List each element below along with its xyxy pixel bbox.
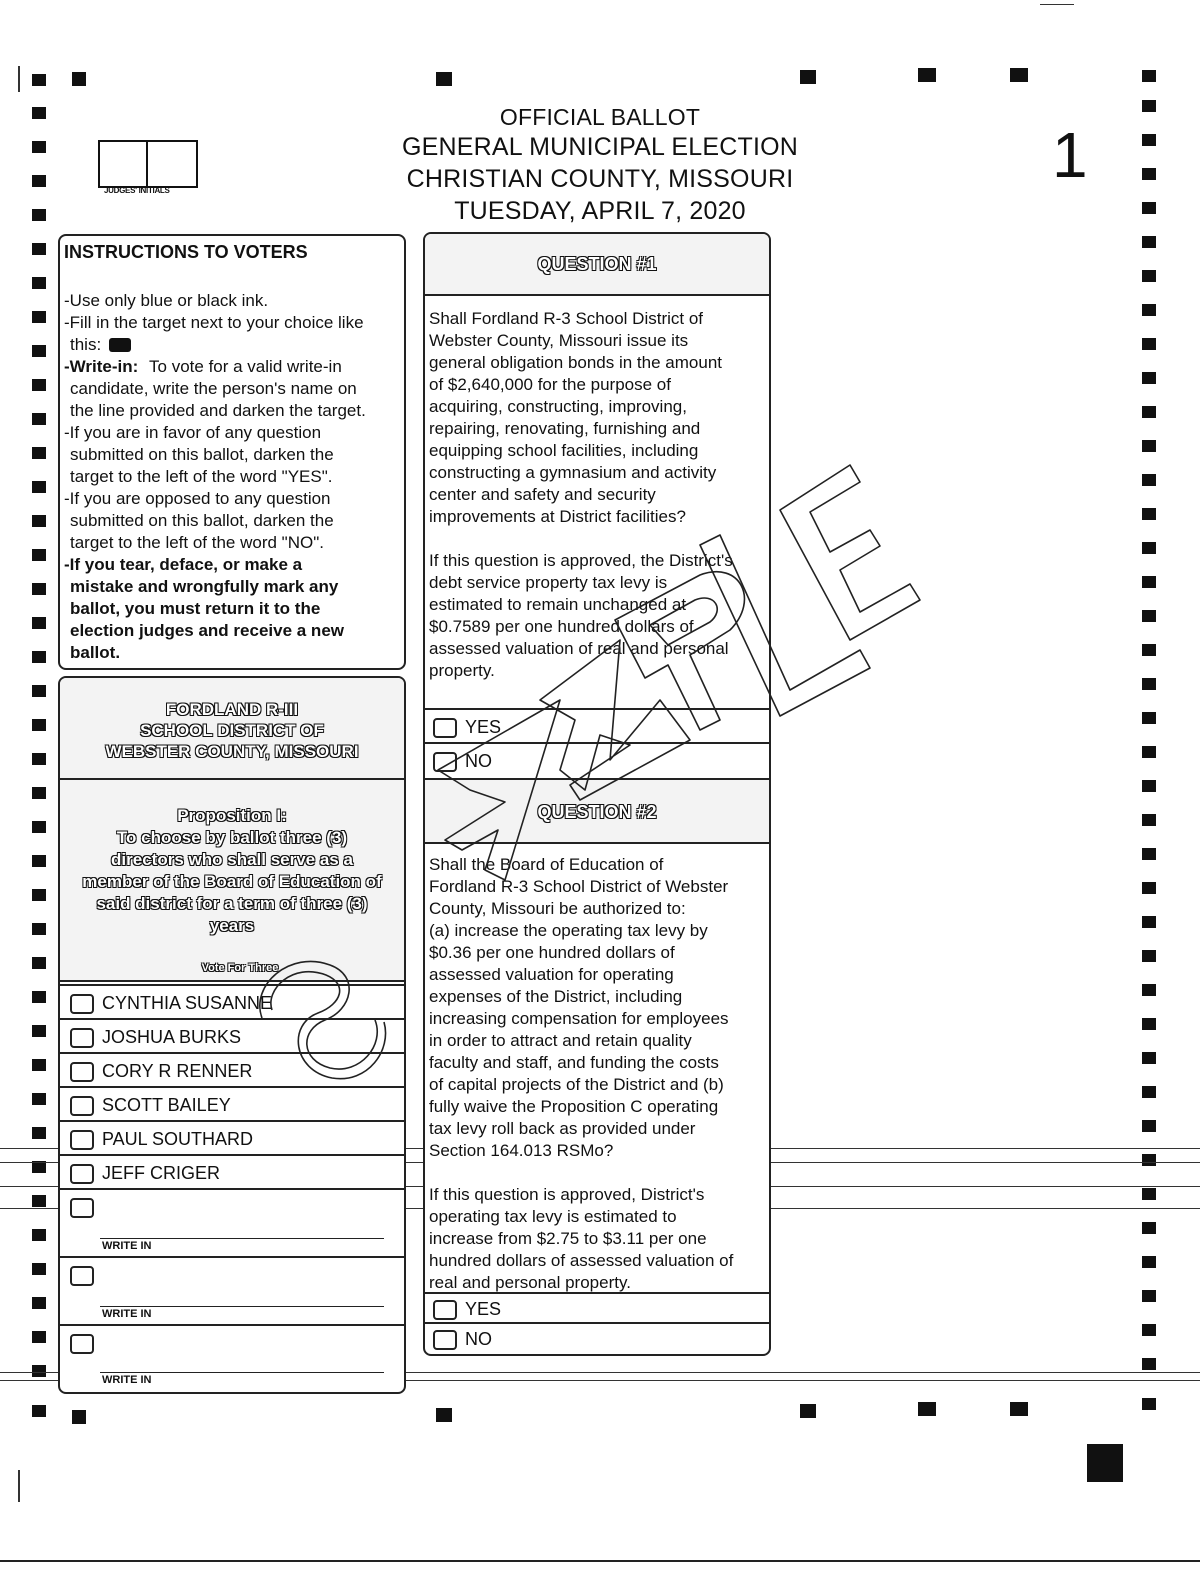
instruction-line: submitted on this ballot, darken the: [70, 511, 334, 530]
candidate-name: CORY R RENNER: [102, 1061, 253, 1081]
instruction-line: -If you tear, deface, or make a: [64, 555, 303, 574]
question2-text-line: If this question is approved, District's: [429, 1185, 705, 1204]
question2-text-line: (a) increase the operating tax levy by: [429, 921, 708, 940]
candidate-target[interactable]: [70, 1164, 94, 1184]
question1-text-line: Shall Fordland R-3 School District of: [429, 309, 704, 328]
question2-text-line: Fordland R-3 School District of Webster: [429, 877, 729, 896]
district-line: WEBSTER COUNTY, MISSOURI: [105, 742, 359, 761]
scan-line-bottom-left: [18, 1470, 20, 1502]
write-in-label: WRITE IN: [102, 1308, 152, 1320]
question2-text-line: hundred dollars of assessed valuation of: [429, 1251, 734, 1270]
question1-title: QUESTION #1: [537, 254, 657, 274]
instruction-line: [64, 356, 342, 378]
candidate-target[interactable]: [70, 1130, 94, 1150]
question1-text-line: repairing, renovating, furnishing and: [429, 419, 701, 438]
question1-yes-target[interactable]: [433, 718, 457, 738]
ballot-number: 1: [1052, 119, 1088, 191]
candidate-row[interactable]: [60, 1086, 404, 1122]
district-line: SCHOOL DISTRICT OF: [140, 721, 324, 740]
candidate-row[interactable]: [60, 1120, 404, 1156]
question1-text-line: assessed valuation of real and personal: [429, 639, 729, 658]
question2-text-line: expenses of the District, including: [429, 987, 683, 1006]
district-line: FORDLAND R-III: [165, 700, 299, 719]
question1-text-line: general obligation bonds in the amount: [429, 353, 722, 372]
candidate-name: CYNTHIA SUSANNE: [102, 993, 273, 1013]
question1-text-line: improvements at District facilities?: [429, 507, 686, 526]
question1-text-line: property.: [429, 661, 495, 680]
question1-text-line: acquiring, constructing, improving,: [429, 397, 687, 416]
instruction-line: [70, 334, 131, 356]
candidate-name: JOSHUA BURKS: [102, 1027, 242, 1047]
question2-text-line: assessed valuation for operating: [429, 965, 674, 984]
election-name: GENERAL MUNICIPAL ELECTION: [401, 133, 799, 161]
question2-yes-label: YES: [465, 1299, 502, 1319]
write-in-row[interactable]: [60, 1324, 404, 1394]
candidate-target[interactable]: [70, 1028, 94, 1048]
question2-title: QUESTION #2: [537, 802, 657, 822]
instruction-line: target to the left of the word "YES".: [70, 467, 333, 486]
question2-text-line: Section 164.013 RSMo?: [429, 1141, 614, 1160]
instruction-line: ballot.: [70, 643, 121, 662]
question2-no-label: NO: [465, 1329, 492, 1349]
question1-text-line: constructing a gymnasium and activity: [429, 463, 717, 482]
watermark-letter-e: [780, 465, 920, 640]
district-header: [60, 678, 404, 780]
instructions-title: INSTRUCTIONS TO VOTERS: [64, 242, 308, 262]
question1-text-line: equipping school facilities, including: [429, 441, 699, 460]
scan-line-page-bottom: [0, 1560, 1200, 1562]
scan-line-top: [1040, 4, 1074, 5]
vote-for-label: Vote For Three: [201, 962, 279, 974]
question1-no-label: NO: [465, 751, 492, 771]
write-in-label: WRITE IN: [102, 1374, 152, 1386]
judges-initials-box[interactable]: [98, 140, 198, 188]
question2-text-line: in order to attract and retain quality: [429, 1031, 692, 1050]
question2-text-line: Shall the Board of Education of: [429, 855, 664, 874]
candidate-row[interactable]: [60, 1018, 404, 1054]
question2-text-line: faculty and staff, and funding the costs: [429, 1053, 719, 1072]
instruction-line: submitted on this ballot, darken the: [70, 445, 334, 464]
question1-yes-label: YES: [465, 717, 502, 737]
write-in-line[interactable]: [100, 1372, 384, 1373]
proposition-line: To choose by ballot three (3): [116, 828, 348, 847]
question2-text-line: tax levy roll back as provided under: [429, 1119, 696, 1138]
proposition-line: member of the Board of Education of: [82, 872, 382, 891]
candidate-name: SCOTT BAILEY: [102, 1095, 231, 1115]
question2-text-line: increasing compensation for employees: [429, 1009, 729, 1028]
candidate-target[interactable]: [70, 1096, 94, 1116]
candidate-row[interactable]: [60, 1052, 404, 1088]
question1-text-line: If this question is approved, the District's: [429, 551, 733, 570]
write-in-row[interactable]: [60, 1256, 404, 1326]
proposition-line: directors who shall serve as a: [111, 850, 353, 869]
question2-text-line: of capital projects of the District and (b): [429, 1075, 724, 1094]
proposition-line: years: [209, 916, 255, 935]
question1-header: [425, 234, 769, 296]
question1-text-line: of $2,640,000 for the purpose of: [429, 375, 671, 394]
instruction-line: -Fill in the target next to your choice like: [64, 313, 364, 332]
question2-yes-target[interactable]: [433, 1300, 457, 1320]
question1-text-line: Webster County, Missouri issue its: [429, 331, 689, 350]
instruction-line: -If you are opposed to any question: [64, 489, 331, 508]
instruction-line: -Use only blue or black ink.: [64, 291, 269, 310]
board-election-contest: [58, 676, 406, 1394]
write-in-target[interactable]: [70, 1334, 94, 1354]
scan-line-left: [18, 66, 20, 92]
question2-text-line: real and personal property.: [429, 1273, 631, 1292]
write-in-row[interactable]: [60, 1188, 404, 1258]
candidate-target[interactable]: [70, 994, 94, 1014]
question1-text-line: center and safety and security: [429, 485, 656, 504]
question2-text-line: County, Missouri be authorized to:: [429, 899, 686, 918]
write-in-target[interactable]: [70, 1198, 94, 1218]
instruction-line: ballot, you must return it to the: [70, 599, 321, 618]
instruction-line: election judges and receive a new: [70, 621, 344, 640]
write-in-label: -Write-in:: [64, 357, 139, 376]
instruction-line: the line provided and darken the target.: [70, 401, 366, 420]
question1-no-row[interactable]: [425, 742, 769, 778]
question2-text-line: $0.36 per one hundred dollars of: [429, 943, 675, 962]
proposition-header: [60, 780, 404, 982]
question1-text-line: estimated to remain unchanged at: [429, 595, 687, 614]
candidate-row[interactable]: [60, 984, 404, 1020]
question1-text-line: debt service property tax levy is: [429, 573, 668, 592]
question2-text-line: increase from $2.75 to $3.11 per one: [429, 1229, 707, 1248]
question2-no-target[interactable]: [433, 1330, 457, 1350]
write-in-label: WRITE IN: [102, 1240, 152, 1252]
proposition-title: Proposition I:: [177, 806, 287, 825]
candidate-name: JEFF CRIGER: [102, 1163, 221, 1183]
instruction-line: mistake and wrongfully mark any: [70, 577, 339, 596]
question2-no-row[interactable]: [425, 1322, 769, 1354]
proposition-line: said district for a term of three (3): [96, 894, 368, 913]
question2-header: [425, 778, 769, 844]
judges-initials-label: JUDGES' INITIALS: [104, 186, 170, 195]
filled-target-example: [109, 338, 131, 352]
question2-text-line: fully waive the Proposition C operating: [429, 1097, 719, 1116]
county-name: CHRISTIAN COUNTY, MISSOURI: [406, 165, 794, 193]
candidate-name: PAUL SOUTHARD: [102, 1129, 254, 1149]
election-date: TUESDAY, APRIL 7, 2020: [454, 197, 746, 225]
instructions-box: [58, 234, 406, 670]
ballot-title: OFFICIAL BALLOT: [499, 104, 701, 130]
instruction-example-text: this:: [70, 335, 102, 354]
write-in-target[interactable]: [70, 1266, 94, 1286]
instruction-line: target to the left of the word "NO".: [70, 533, 324, 552]
question1-yes-row[interactable]: [425, 708, 769, 744]
candidate-target[interactable]: [70, 1062, 94, 1082]
question2-yes-row[interactable]: [425, 1292, 769, 1324]
instruction-line: -If you are in favor of any question: [64, 423, 322, 442]
questions-box: [423, 232, 771, 1356]
write-in-line[interactable]: [100, 1238, 384, 1239]
instruction-line: candidate, write the person's name on: [70, 379, 357, 398]
candidate-row[interactable]: [60, 1154, 404, 1190]
question1-text-line: $0.7589 per one hundred dollars of: [429, 617, 694, 636]
write-in-instruction: To vote for a valid write-in: [149, 357, 342, 376]
question1-no-target[interactable]: [433, 752, 457, 772]
question2-text-line: operating tax levy is estimated to: [429, 1207, 677, 1226]
write-in-line[interactable]: [100, 1306, 384, 1307]
